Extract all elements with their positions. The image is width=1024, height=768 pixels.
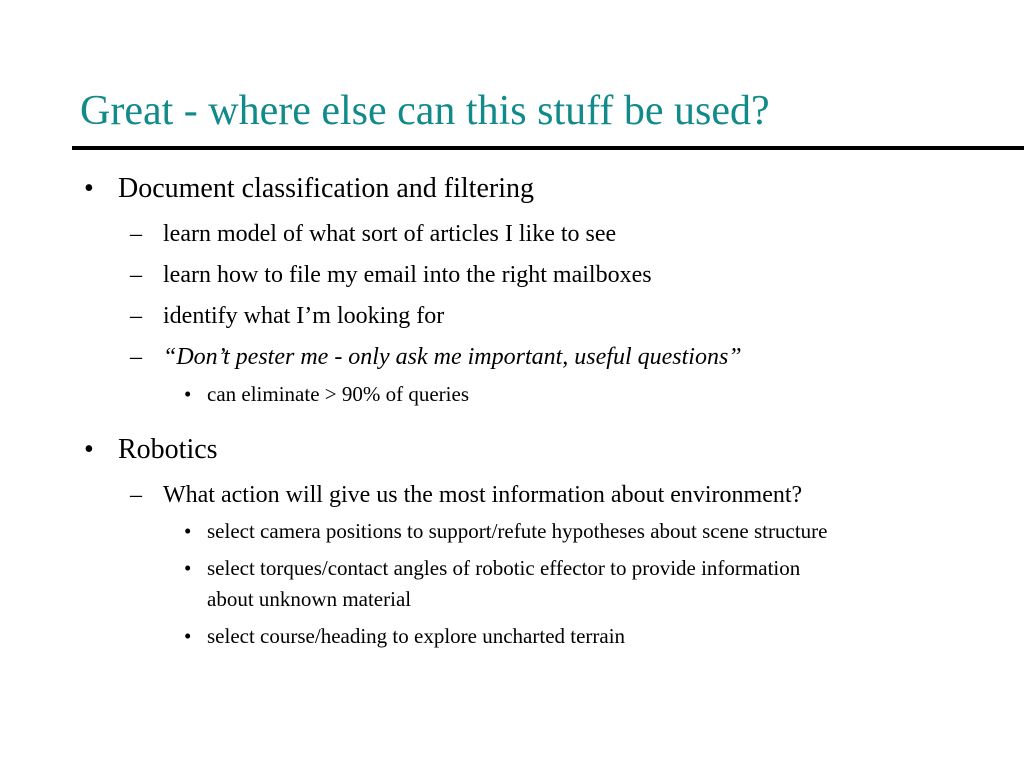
point-marker: • [184, 624, 192, 648]
point-marker: • [184, 382, 192, 406]
point-text: can eliminate > 90% of queries [207, 382, 469, 406]
point-text-continued: about unknown material [207, 587, 412, 611]
subitem-text: What action will give us the most information about environment? [163, 482, 803, 508]
dash-marker: – [130, 262, 142, 288]
subitem-text: identify what I’m looking for [163, 303, 445, 329]
bullet-marker: • [84, 173, 94, 204]
section-label-robotics: Robotics [118, 434, 218, 465]
point-text: select torques/contact angles of robotic effector to provide information [207, 556, 801, 580]
subitem-text: learn model of what sort of articles I like to see [163, 221, 617, 247]
slide-title: Great - where else can this stuff be used? [80, 88, 770, 134]
point-marker: • [184, 556, 192, 580]
point-text: select camera positions to support/refute hypotheses about scene structure [207, 519, 828, 543]
bullet-marker: • [84, 434, 94, 465]
subitem-text: learn how to file my email into the right mailboxes [163, 262, 652, 288]
dash-marker: – [130, 303, 142, 329]
dash-marker: – [130, 482, 142, 508]
point-marker: • [184, 519, 192, 543]
subitem-text-quote: “Don’t pester me - only ask me important, useful questions” [163, 344, 742, 370]
point-text: select course/heading to explore uncharted terrain [207, 624, 626, 648]
dash-marker: – [130, 221, 142, 247]
dash-marker: – [130, 344, 142, 370]
section-label-document-classification: Document classification and filtering [118, 173, 534, 204]
